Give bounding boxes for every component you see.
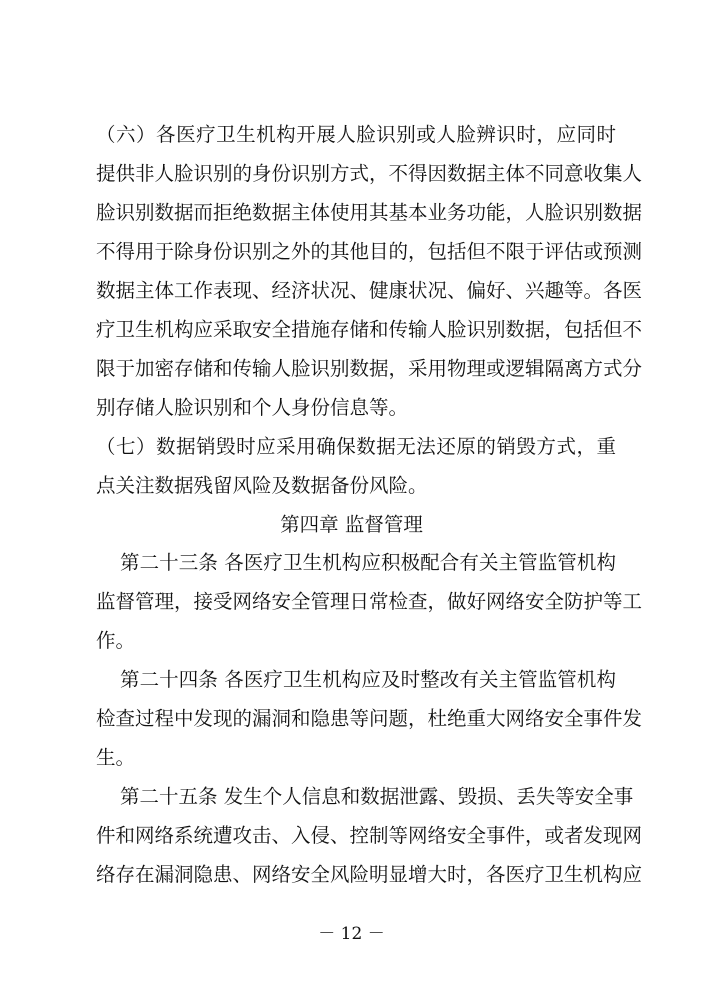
- page-number: － 12 －: [318, 924, 385, 944]
- para-6-line-7: 限于加密存储和传输人脸识别数据，采用物理或逻辑隔离方式分: [96, 357, 643, 380]
- para-6-line-5: 数据主体工作表现、经济状况、健康状况、偏好、兴趣等。各医: [96, 279, 643, 302]
- para-7-line-2: 点关注数据残留风险及数据备份风险。: [96, 474, 428, 497]
- para-6-line-8: 别存储人脸识别和个人身份信息等。: [96, 396, 409, 419]
- article-24-line-2: 检查过程中发现的漏洞和隐患等问题，杜绝重大网络安全事件发: [96, 707, 643, 730]
- article-24-line-1: 第二十四条 各医疗卫生机构应及时整改有关主管监管机构: [120, 668, 616, 691]
- chapter-heading: 第四章 监督管理: [280, 513, 423, 536]
- para-7-line-1: （七）数据销毁时应采用确保数据无法还原的销毁方式，重: [96, 435, 616, 458]
- article-23-line-1: 第二十三条 各医疗卫生机构应积极配合有关主管监管机构: [120, 551, 616, 574]
- article-25-line-2: 件和网络系统遭攻击、入侵、控制等网络安全事件，或者发现网: [96, 824, 643, 847]
- para-6-line-4: 不得用于除身份识别之外的其他目的，包括但不限于评估或预测: [96, 240, 643, 263]
- para-6-line-6: 疗卫生机构应采取安全措施存储和传输人脸识别数据，包括但不: [96, 318, 643, 341]
- article-24-line-3: 生。: [96, 746, 136, 769]
- para-6-line-3: 脸识别数据而拒绝数据主体使用其基本业务功能，人脸识别数据: [96, 201, 643, 224]
- article-25-line-1: 第二十五条 发生个人信息和数据泄露、毁损、丢失等安全事: [120, 785, 634, 808]
- article-25-line-3: 络存在漏洞隐患、网络安全风险明显增大时，各医疗卫生机构应: [96, 863, 643, 886]
- para-6-line-2: 提供非人脸识别的身份识别方式，不得因数据主体不同意收集人: [96, 162, 643, 185]
- article-23-line-2: 监督管理，接受网络安全管理日常检查，做好网络安全防护等工: [96, 590, 643, 613]
- para-6-line-1: （六）各医疗卫生机构开展人脸识别或人脸辨识时，应同时: [96, 123, 616, 146]
- article-23-line-3: 作。: [96, 629, 136, 652]
